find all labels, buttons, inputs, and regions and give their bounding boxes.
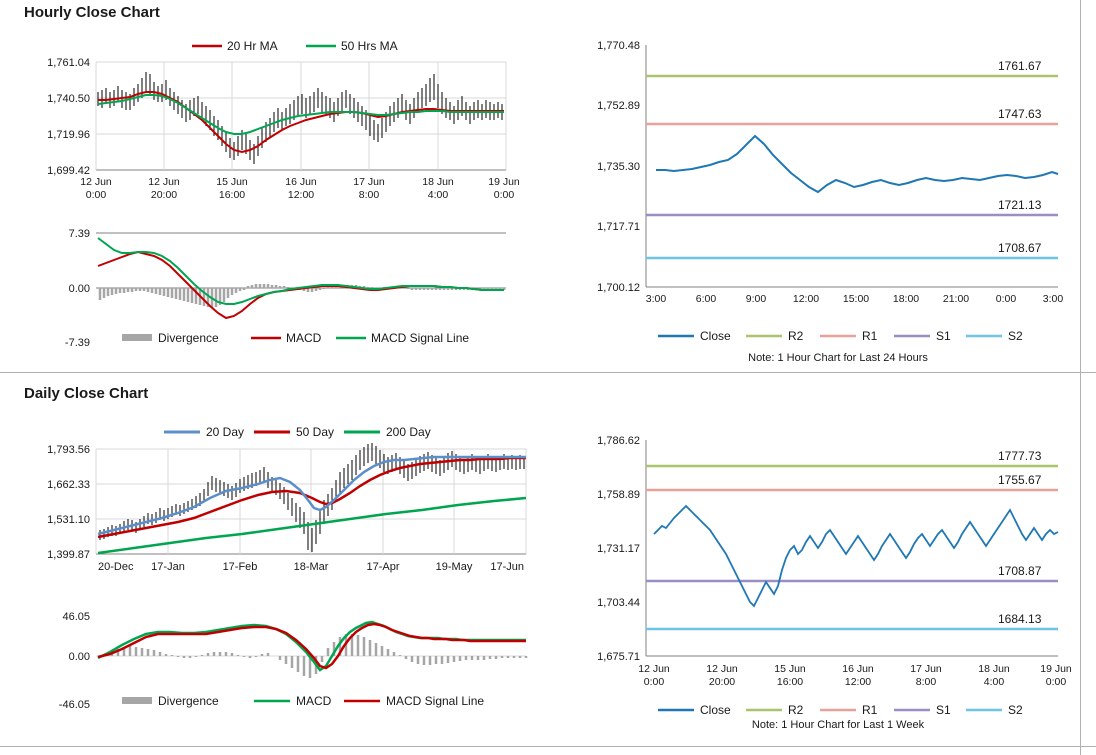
xtick: 17-Apr	[366, 561, 400, 573]
ytick: 1,793.56	[47, 444, 90, 456]
ytick: -7.39	[64, 337, 90, 349]
level-label-s2: 1684.13	[998, 612, 1042, 626]
legend-label-macd-signal: MACD Signal Line	[386, 694, 485, 708]
xtick-l2: 12:00	[844, 676, 872, 688]
xtick: 0:00	[995, 293, 1017, 305]
xtick-l1: 12 Jun	[80, 176, 112, 188]
ytick: 1,719.96	[47, 129, 90, 141]
legend-label-macd: MACD	[296, 694, 332, 708]
legend-label-20hrma: 20 Hr MA	[227, 39, 278, 53]
xtick-l1: 17 Jun	[910, 663, 942, 675]
ytick: 0.00	[68, 651, 90, 663]
hourly-price-bars	[98, 72, 502, 164]
xtick-l2: 0:00	[643, 676, 665, 688]
ytick: 1,399.87	[47, 549, 90, 561]
hourly-levels-xaxis	[646, 293, 1064, 305]
legend-label-s2: S2	[1008, 703, 1023, 717]
divider-top	[0, 372, 1096, 373]
xtick-l1: 19 Jun	[1040, 663, 1072, 675]
hourly-close-line	[656, 136, 1058, 192]
xtick-l2: 8:00	[358, 189, 380, 201]
daily-price-xaxis	[98, 561, 524, 573]
xtick-l1: 12 Jun	[148, 176, 180, 188]
ytick: 1,740.50	[47, 93, 90, 105]
xtick-l2: 0:00	[85, 189, 107, 201]
hourly-macd-chart	[14, 218, 534, 363]
legend-label-r2: R2	[788, 703, 804, 717]
xtick-l1: 18 Jun	[422, 176, 454, 188]
legend-label-20day: 20 Day	[206, 425, 245, 439]
level-label-r2: 1777.73	[998, 449, 1042, 463]
hourly-levels-legend	[658, 329, 1023, 343]
daily-macd-line	[98, 622, 526, 670]
xtick-l1: 16 Jun	[842, 663, 874, 675]
xtick: 21:00	[942, 293, 970, 305]
xtick: 20-Dec	[98, 561, 134, 573]
ytick: 1,662.33	[47, 479, 90, 491]
daily-levels-xaxis	[638, 663, 1072, 688]
legend-label-macd-signal: MACD Signal Line	[371, 331, 470, 345]
ytick: 1,531.10	[47, 514, 90, 526]
xtick-l2: 20:00	[708, 676, 736, 688]
xtick: 17-Jan	[151, 561, 185, 573]
legend-label-close: Close	[700, 703, 731, 717]
hourly-price-xaxis	[80, 176, 520, 201]
ytick: 1,786.62	[597, 435, 640, 447]
divider-bottom	[0, 746, 1096, 747]
hourly-price-legend	[192, 39, 398, 53]
legend-label-s1: S1	[936, 329, 951, 343]
xtick-l1: 12 Jun	[638, 663, 670, 675]
hourly-levels-note: Note: 1 Hour Chart for Last 24 Hours	[748, 352, 928, 364]
daily-levels-note: Note: 1 Hour Chart for Last 1 Week	[751, 719, 925, 731]
xtick: 9:00	[745, 293, 767, 305]
divider-vertical	[1080, 0, 1081, 755]
ytick: 1,735.30	[597, 161, 640, 173]
xtick-l2: 20:00	[150, 189, 178, 201]
hourly-macd-legend	[122, 331, 469, 345]
level-label-r1: 1747.63	[998, 107, 1042, 121]
daily-close-line	[654, 506, 1058, 606]
level-label-r1: 1755.67	[998, 473, 1042, 487]
ytick: 1,752.89	[597, 100, 640, 112]
xtick: 12:00	[792, 293, 820, 305]
level-label-r2: 1761.67	[998, 59, 1042, 73]
legend-label-50day: 50 Day	[296, 425, 335, 439]
legend-label-divergence: Divergence	[158, 694, 219, 708]
daily-section-title: Daily Close Chart	[24, 385, 149, 402]
legend-label-divergence: Divergence	[158, 331, 219, 345]
hourly-macd-line	[98, 252, 504, 318]
xtick: 19-May	[435, 561, 473, 573]
xtick: 18-Mar	[293, 561, 329, 573]
ytick: 1,770.48	[597, 40, 640, 52]
daily-price-grid	[96, 449, 526, 554]
legend-label-50hrsma: 50 Hrs MA	[341, 39, 398, 53]
xtick: 3:00	[645, 293, 667, 305]
xtick: 17-Feb	[222, 561, 258, 573]
ytick: 46.05	[62, 611, 90, 623]
xtick-l2: 0:00	[493, 189, 515, 201]
ytick: 1,717.71	[597, 221, 640, 233]
xtick-l2: 4:00	[427, 189, 449, 201]
xtick: 3:00	[1042, 293, 1064, 305]
legend-label-close: Close	[700, 329, 731, 343]
ytick: 7.39	[68, 228, 90, 240]
legend-label-r1: R1	[862, 329, 878, 343]
xtick: 18:00	[892, 293, 920, 305]
level-label-s1: 1708.87	[998, 564, 1042, 578]
xtick-l1: 18 Jun	[978, 663, 1010, 675]
daily-20day-ma-line	[98, 457, 526, 534]
daily-macd-legend	[122, 694, 484, 708]
xtick-l2: 4:00	[983, 676, 1005, 688]
ytick: 1,731.17	[597, 543, 640, 555]
legend-label-r2: R2	[788, 329, 804, 343]
ytick: 1,761.04	[47, 57, 90, 69]
daily-macd-chart	[14, 598, 534, 743]
daily-levels-legend	[658, 703, 1023, 717]
ytick: 1,703.44	[597, 597, 640, 609]
xtick-l1: 12 Jun	[706, 663, 738, 675]
xtick-l2: 12:00	[287, 189, 315, 201]
xtick-l1: 17 Jun	[353, 176, 385, 188]
daily-price-legend	[164, 425, 431, 439]
ytick: 1,675.71	[597, 651, 640, 663]
xtick-l1: 16 Jun	[285, 176, 317, 188]
xtick: 6:00	[695, 293, 717, 305]
xtick-l2: 16:00	[218, 189, 246, 201]
legend-label-s1: S1	[936, 703, 951, 717]
hourly-price-chart	[14, 30, 534, 230]
ytick: 1,758.89	[597, 489, 640, 501]
ytick: 1,699.42	[47, 165, 90, 177]
level-label-s1: 1721.13	[998, 198, 1042, 212]
ytick: -46.05	[58, 699, 90, 711]
hourly-levels-chart	[548, 30, 1078, 370]
legend-label-macd: MACD	[286, 331, 322, 345]
xtick-l1: 19 Jun	[488, 176, 520, 188]
daily-levels-chart	[548, 422, 1078, 742]
xtick-l1: 15 Jun	[216, 176, 248, 188]
ytick: 0.00	[68, 283, 90, 295]
daily-price-chart	[14, 412, 534, 592]
xtick: 17-Jun	[490, 561, 524, 573]
xtick-l2: 16:00	[776, 676, 804, 688]
level-label-s2: 1708.67	[998, 241, 1042, 255]
legend-label-200day: 200 Day	[386, 425, 431, 439]
legend-label-s2: S2	[1008, 329, 1023, 343]
legend-label-r1: R1	[862, 703, 878, 717]
legend-swatch-divergence	[122, 334, 152, 341]
legend-swatch-divergence	[122, 697, 152, 704]
xtick-l1: 15 Jun	[774, 663, 806, 675]
ytick: 1,700.12	[597, 282, 640, 294]
xtick-l2: 8:00	[915, 676, 937, 688]
xtick-l2: 0:00	[1045, 676, 1067, 688]
xtick: 15:00	[842, 293, 870, 305]
hourly-section-title: Hourly Close Chart	[24, 4, 160, 21]
hourly-price-yaxis	[47, 57, 90, 177]
